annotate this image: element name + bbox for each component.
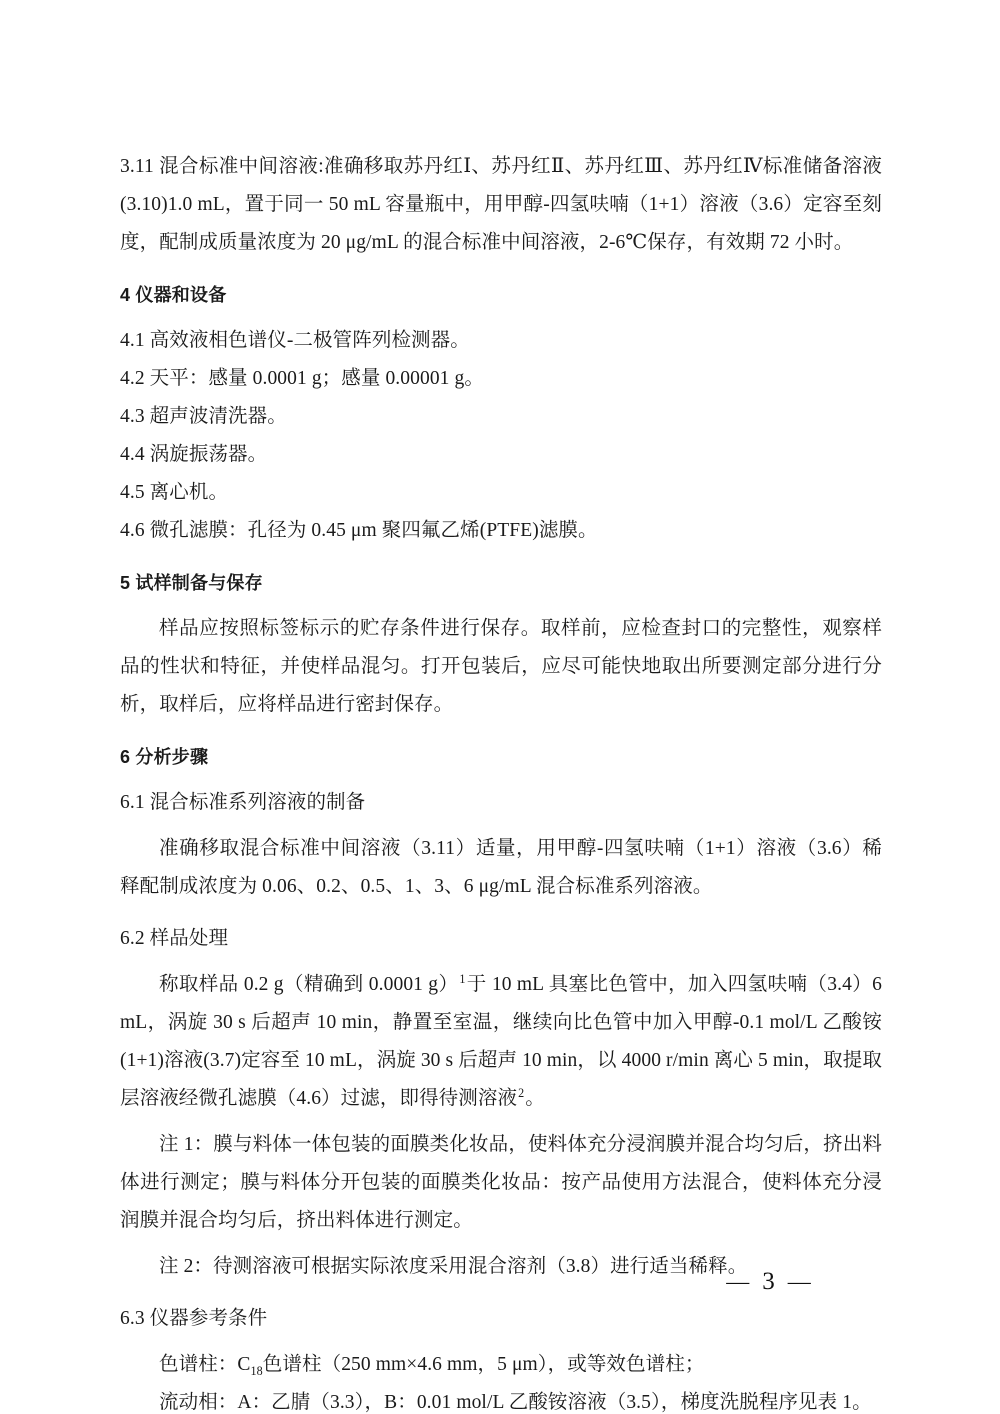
page-footer-inner [726, 1268, 814, 1296]
spacer [120, 550, 882, 564]
clause-4-3: 4.3 超声波清洗器。 [120, 406, 287, 427]
carbon-18-subscript: 18 [250, 1363, 263, 1378]
clause-6-3-title: 6.3 仪器参考条件 [120, 1308, 268, 1329]
page-footer [0, 1268, 1000, 1296]
spacer [120, 262, 882, 276]
clause-6-3-column [159, 1346, 882, 1384]
spacer [120, 314, 882, 322]
heading-section-5: 5 试样制备与保存 [120, 573, 263, 593]
footnote-marker-1: 1 [459, 971, 466, 986]
clause-6-1-body: 准确移取混合标准中间溶液（3.11）适量，用甲醇-四氢呋喃（1+1）溶液（3.6）稀释配制成浓度为 0.06、0.2、0.5、1、3、6 μg/mL 混合标准系列溶液。 [120, 838, 882, 897]
clause-4-5: 4.5 离心机。 [120, 482, 229, 503]
heading-section-6: 6 分析步骤 [120, 747, 209, 767]
spacer [120, 1240, 882, 1248]
note-2: 注 2：待测溶液可根据实际浓度采用混合溶剂（3.8）进行适当稀释。 [159, 1256, 748, 1277]
heading-section-4: 4 仪器和设备 [120, 285, 227, 305]
clause-3-11: 3.11 混合标准中间溶液:准确移取苏丹红Ⅰ、苏丹红Ⅱ、苏丹红Ⅲ、苏丹红Ⅳ标准储备溶液(3.10)1.0 mL，置于同一 50 mL 容量瓶中，用甲醇-四氢呋喃（1+1）溶液（3.6）定容至刻度，配制成质量浓度为 20 μg/mL 的混合标准中间溶液，2-6℃保存，有效期 72 小时。 [120, 156, 882, 253]
footnote-marker-2: 2 [518, 1085, 525, 1100]
spacer [120, 906, 882, 920]
note-1: 注 1：膜与料体一体包装的面膜类化妆品，使料体充分浸润膜并混合均匀后，挤出料体进行测定；膜与料体分开包装的面膜类化妆品：按产品使用方法混合，使料体充分浸润膜并混合均匀后，挤出料体进行测定。 [120, 1134, 882, 1231]
clause-6-2-body [120, 966, 882, 1118]
page-content [120, 148, 882, 1414]
spacer [120, 1338, 882, 1346]
column-text-1: 色谱柱：C [159, 1354, 251, 1375]
clause-6-3-mobile-phase: 流动相：A：乙腈（3.3），B：0.01 mol/L 乙酸铵溶液（3.5），梯度洗脱程序见表 1。 [159, 1392, 872, 1413]
clause-6-2-title: 6.2 样品处理 [120, 928, 229, 949]
clause-6-2-text-1: 称取样品 0.2 g（精确到 0.0001 g） [159, 974, 459, 995]
spacer [120, 822, 882, 830]
page-number: 3 [762, 1268, 778, 1295]
column-text-2: 色谱柱（250 mm×4.6 mm，5 μm），或等效色谱柱； [262, 1354, 705, 1375]
clause-6-2-text-3: 。 [525, 1088, 545, 1109]
clause-4-1: 4.1 高效液相色谱仪-二极管阵列检测器。 [120, 330, 470, 351]
clause-4-6: 4.6 微孔滤膜：孔径为 0.45 μm 聚四氟乙烯(PTFE)滤膜。 [120, 520, 598, 541]
spacer [120, 1118, 882, 1126]
footer-dash-left: — [726, 1269, 753, 1294]
footer-dash-right: — [787, 1269, 814, 1294]
spacer [120, 724, 882, 738]
clause-5-body: 样品应按照标签标示的贮存条件进行保存。取样前，应检查封口的完整性，观察样品的性状和特征，并使样品混匀。打开包装后，应尽可能快地取出所要测定部分进行分析，取样后，应将样品进行密封保存。 [120, 618, 882, 715]
clause-6-2-text-2: 于 10 mL 具塞比色管中，加入四氢呋喃（3.4）6 mL，涡旋 30 s 后超声 10 min，静置至室温，继续向比色管中加入甲醇-0.1 mol/L 乙酸铵(1+1)溶液(3.7)定容至 10 mL，涡旋 30 s 后超声 10 min，以 4000 r/min 离心 5 min，取提取层溶液经微孔滤膜（4.6）过滤，即得待测溶液 [120, 974, 882, 1109]
clause-4-2: 4.2 天平：感量 0.0001 g；感量 0.00001 g。 [120, 368, 484, 389]
clause-4-4: 4.4 涡旋振荡器。 [120, 444, 268, 465]
spacer [120, 602, 882, 610]
spacer [120, 776, 882, 784]
clause-6-1-title: 6.1 混合标准系列溶液的制备 [120, 792, 366, 813]
spacer [120, 958, 882, 966]
